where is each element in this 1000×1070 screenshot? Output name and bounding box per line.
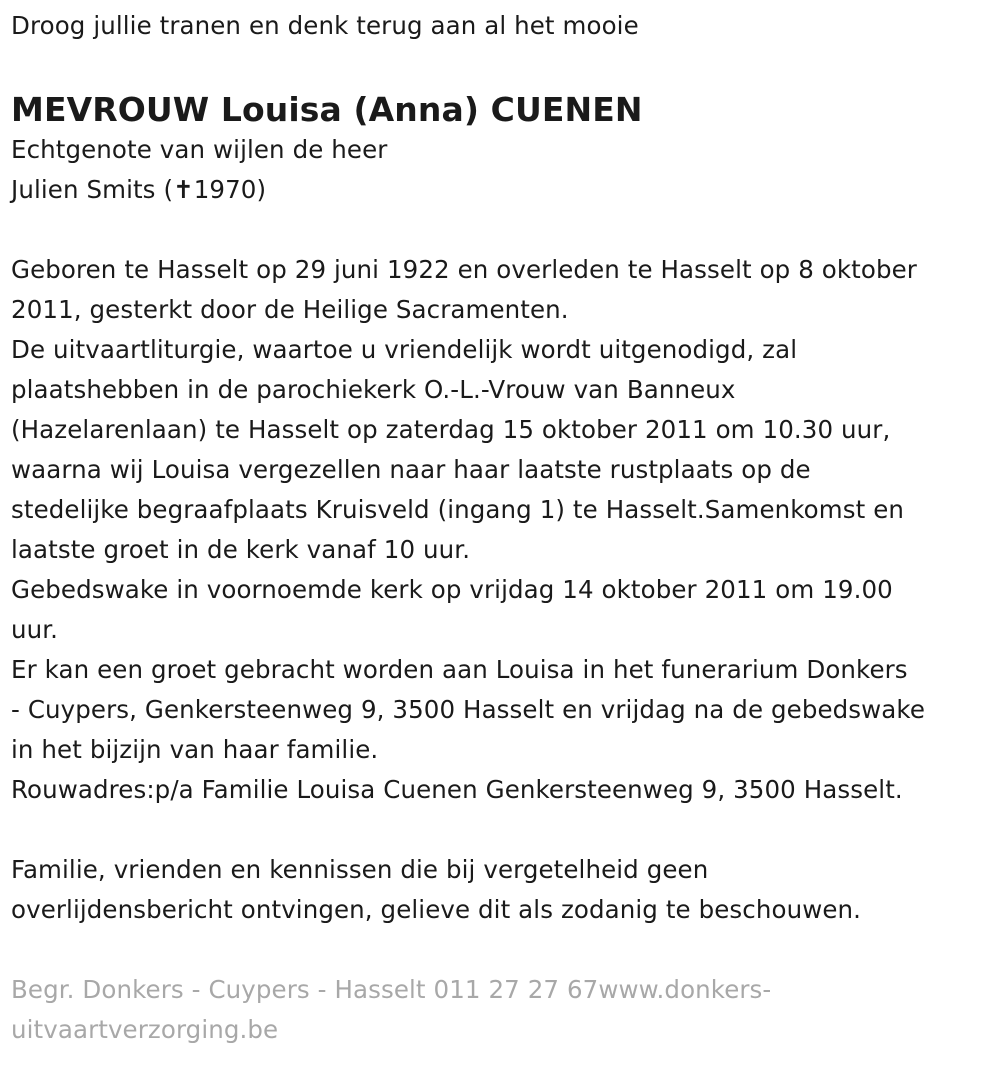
intro-verse: Droog jullie tranen en denk terug aan al het mooie — [11, 11, 639, 40]
body-line: laatste groet in de kerk vanaf 10 uur. — [11, 535, 471, 564]
notice-body — [11, 250, 988, 810]
body-line: - Cuypers, Genkersteenweg 9, 3500 Hasselt en vrijdag na de gebedswake — [11, 695, 926, 724]
deceased-name-heading: MEVROUW Louisa (Anna) CUENEN — [11, 90, 643, 129]
body-line: uur. — [11, 615, 59, 644]
spacer — [11, 210, 988, 250]
body-line: plaatshebben in de parochiekerk O.-L.-Vrouw van Banneux — [11, 375, 736, 404]
body-line: Geboren te Hasselt op 29 juni 1922 en overleden te Hasselt op 8 oktober — [11, 255, 917, 284]
body-line: Gebedswake in voornoemde kerk op vrijdag 14 oktober 2011 om 19.00 — [11, 575, 893, 604]
body-line: waarna wij Louisa vergezellen naar haar laatste rustplaats op de — [11, 455, 811, 484]
body-line: Rouwadres:p/a Familie Louisa Cuenen Genkersteenweg 9, 3500 Hasselt. — [11, 775, 903, 804]
body-line: stedelijke begraafplaats Kruisveld (ingang 1) te Hasselt.Samenkomst en — [11, 495, 904, 524]
footer-line: uitvaartverzorging.be — [11, 1015, 279, 1044]
body-line: 2011, gesterkt door de Heilige Sacramenten. — [11, 295, 569, 324]
funeral-home-footer — [11, 970, 988, 1050]
spouse-line: Julien Smits (✝1970) — [11, 175, 267, 204]
body-line: (Hazelarenlaan) te Hasselt op zaterdag 15 oktober 2011 om 10.30 uur, — [11, 415, 891, 444]
spacer — [11, 810, 988, 850]
body-line: De uitvaartliturgie, waartoe u vriendelijk wordt uitgenodigd, zal — [11, 335, 798, 364]
spouse-info — [11, 130, 988, 210]
closing-line: overlijdensbericht ontvingen, gelieve dit als zodanig te beschouwen. — [11, 895, 862, 924]
spouse-line: Echtgenote van wijlen de heer — [11, 135, 388, 164]
closing-line: Familie, vrienden en kennissen die bij vergetelheid geen — [11, 855, 709, 884]
body-line: in het bijzijn van haar familie. — [11, 735, 379, 764]
spacer — [11, 930, 988, 970]
footer-line: Begr. Donkers - Cuypers - Hasselt 011 27 27 67www.donkers- — [11, 975, 772, 1004]
closing-note — [11, 850, 988, 930]
body-line: Er kan een groet gebracht worden aan Louisa in het funerarium Donkers — [11, 655, 908, 684]
